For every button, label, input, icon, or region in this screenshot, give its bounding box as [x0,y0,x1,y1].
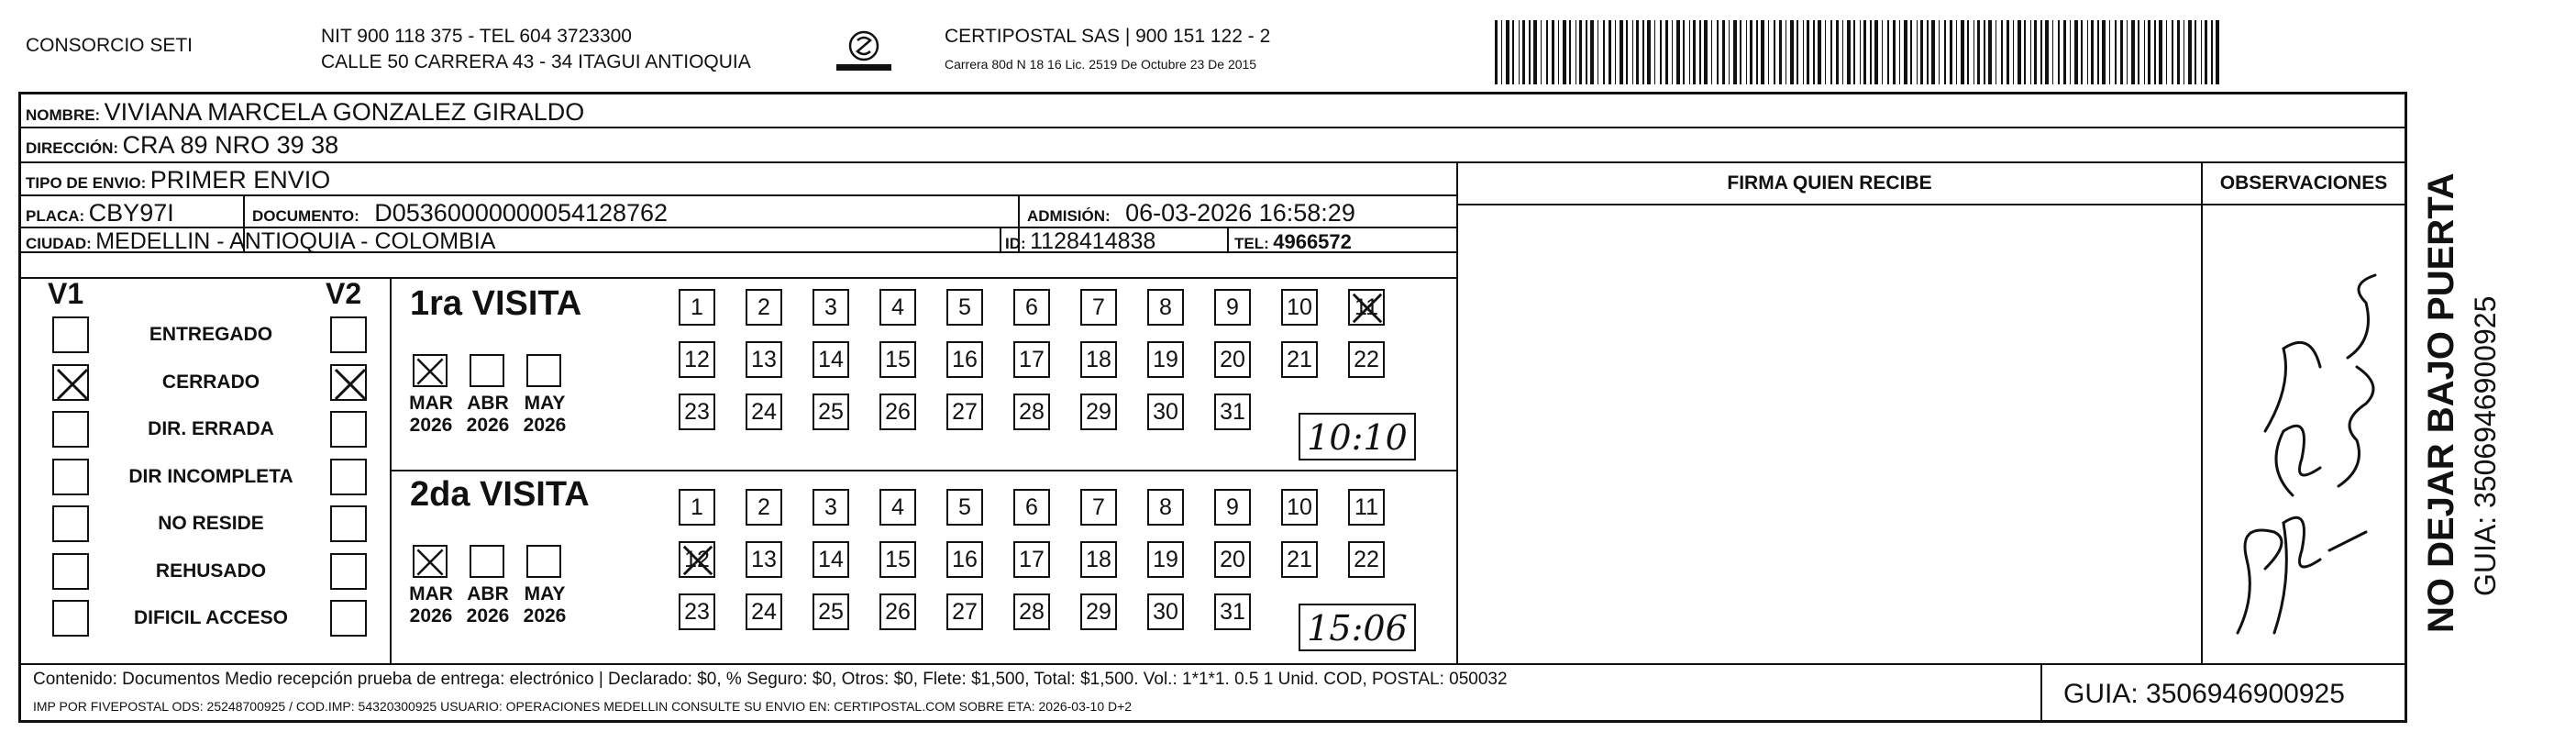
divider [18,194,1458,196]
day-box[interactable]: 19 [1147,541,1184,578]
divider [1458,204,2407,205]
v2-checkbox[interactable] [330,505,367,542]
month-checkbox[interactable] [526,354,561,387]
id-value: 1128414838 [1030,228,1156,254]
v2-checkbox[interactable] [330,553,367,590]
divider [18,277,1458,279]
day-box[interactable]: 12 [679,341,715,378]
month-label: MAY 2026 [523,583,567,626]
placa-row [26,199,174,227]
divider [390,470,1458,471]
visit2-title: 2da VISITA [410,475,590,514]
ciudad-row [26,228,495,255]
tipo-label: TIPO DE ENVIO: [26,174,147,192]
v1-checkbox[interactable] [52,600,89,637]
nombre-row [26,98,584,127]
footer-print-info: IMP POR FIVEPOSTAL ODS: 25248700925 / COD.IMP: 54320300925 USUARIO: OPERACIONES MEDELLIN CONSULTE SU ENVIO EN: CERTIPOSTAL.COM SOBRE ETA: 2026-03-10 D+2 [33,699,1133,714]
placa-label: PLACA: [26,207,85,225]
month-checkbox[interactable] [470,545,504,578]
v1-checkbox[interactable] [52,459,89,495]
month-checkbox[interactable] [413,545,448,578]
v1-checkbox[interactable] [52,316,89,353]
day-box[interactable]: 4 [879,289,916,326]
divider [18,127,2407,128]
v2-checkbox[interactable] [330,459,367,495]
day-box[interactable]: 10 [1281,489,1318,526]
day-box[interactable]: 26 [879,394,916,430]
id-label: ID: [1005,235,1026,252]
documento-label: DOCUMENTO: [252,207,359,225]
nombre-label: NOMBRE: [26,106,101,124]
divider [2405,92,2407,723]
observaciones-header: OBSERVACIONES [2219,172,2388,194]
day-box[interactable]: 19 [1147,341,1184,378]
status-label: CERRADO [161,371,260,393]
day-box[interactable]: 2 [746,489,782,526]
day-box[interactable]: 6 [1013,289,1050,326]
day-box[interactable]: 10 [1281,289,1318,326]
day-box[interactable]: 21 [1281,341,1318,378]
day-box[interactable]: 8 [1147,489,1184,526]
firma-header: FIRMA QUIEN RECIBE [1727,172,1932,194]
day-box[interactable]: 21 [1281,541,1318,578]
day-box[interactable]: 3 [813,289,849,326]
nombre-value: VIVIANA MARCELA GONZALEZ GIRALDO [104,98,585,126]
month-label: MAY 2026 [523,393,567,436]
day-box[interactable]: 27 [946,593,983,630]
status-label: DIR INCOMPLETA [128,466,293,487]
day-box[interactable]: 20 [1214,541,1251,578]
day-box[interactable]: 5 [946,289,983,326]
day-box[interactable]: 5 [946,489,983,526]
month-label: MAR 2026 [409,393,453,436]
v1-checkbox[interactable] [52,364,89,401]
status-label: NO RESIDE [158,513,264,534]
footer-content: Contenido: Documentos Medio recepción prueba de entrega: electrónico | Declarado: $0, % Seguro: $0, Otros: $0, Flete: $1,500, Total: $1,500. Vol.: 1*1*1. 0.5 1 Unid. COD, POSTAL: 050032 [33,670,1508,689]
tel-label: TEL: [1234,235,1269,252]
company-name: CONSORCIO SETI [26,35,193,56]
day-box[interactable]: 20 [1214,341,1251,378]
day-box[interactable]: 15 [879,341,916,378]
v1-header: V1 [48,277,84,310]
day-box[interactable]: 17 [1013,541,1050,578]
nit-line: NIT 900 118 375 - TEL 604 3723300 [321,26,632,47]
v2-checkbox[interactable] [330,316,367,353]
status-label: DIR. ERRADA [148,418,274,439]
direccion-label: DIRECCIÓN: [26,139,119,157]
v1-checkbox[interactable] [52,553,89,590]
day-box[interactable]: 15 [879,541,916,578]
month-label: ABR 2026 [466,393,510,436]
month-checkbox[interactable] [526,545,561,578]
day-box[interactable]: 14 [813,541,849,578]
day-box[interactable]: 23 [679,593,715,630]
day-box[interactable]: 25 [813,394,849,430]
day-box[interactable]: 12 [679,541,715,578]
handwritten-signature [2210,248,2403,651]
ciudad-value: MEDELLIN - ANTIOQUIA - COLOMBIA [95,228,496,254]
day-box[interactable]: 25 [813,593,849,630]
day-box[interactable]: 24 [746,394,782,430]
day-box[interactable]: 24 [746,593,782,630]
admision-row [1027,199,1355,227]
day-box[interactable]: 18 [1080,341,1117,378]
v2-checkbox[interactable] [330,364,367,401]
divider [18,663,2407,665]
day-box[interactable]: 11 [1348,489,1385,526]
status-label: REHUSADO [155,560,267,582]
visit1-title: 1ra VISITA [410,284,582,323]
divider [1227,227,1229,251]
divider [2040,663,2042,723]
tipo-row [26,166,330,194]
visit1-time: 10:10 [1299,413,1416,460]
day-box[interactable]: 1 [679,289,715,326]
barcode [1495,20,2228,84]
side-guia: GUIA: 3506946900925 [2469,295,2502,596]
day-box[interactable]: 7 [1080,289,1117,326]
day-box[interactable]: 31 [1214,394,1251,430]
admision-value: 06-03-2026 16:58:29 [1125,199,1355,227]
status-label: ENTREGADO [149,324,273,345]
divider [1000,227,1001,251]
license-line: Carrera 80d N 18 16 Lic. 2519 De Octubre 23 De 2015 [945,57,1257,72]
day-box[interactable]: 28 [1013,394,1050,430]
day-box[interactable]: 30 [1147,394,1184,430]
month-label: MAR 2026 [409,583,453,626]
day-box[interactable]: 29 [1080,593,1117,630]
day-box[interactable]: 2 [746,289,782,326]
v2-checkbox[interactable] [330,600,367,637]
day-box[interactable]: 9 [1214,489,1251,526]
day-box[interactable]: 11 [1348,289,1385,326]
footer-guia: GUIA: 3506946900925 [2063,679,2345,709]
day-box[interactable]: 6 [1013,489,1050,526]
month-label: ABR 2026 [466,583,510,626]
v2-checkbox[interactable] [330,411,367,448]
day-box[interactable]: 30 [1147,593,1184,630]
ciudad-label: CIUDAD: [26,235,92,252]
day-box[interactable]: 13 [746,541,782,578]
documento-value: D05360000000054128762 [374,199,669,227]
day-box[interactable]: 29 [1080,394,1117,430]
divider [2201,161,2203,663]
day-box[interactable]: 4 [879,489,916,526]
divider [1456,161,1458,663]
direccion-row [26,131,338,160]
carrier-line: CERTIPOSTAL SAS | 900 151 122 - 2 [945,26,1271,47]
v2-header: V2 [326,277,362,310]
visit2-time: 15:06 [1299,604,1416,651]
documento-row [252,199,668,227]
placa-value: CBY97I [88,199,174,227]
v1-checkbox[interactable] [52,505,89,542]
address-line: CALLE 50 CARRERA 43 - 34 ITAGUI ANTIOQUIA [321,51,751,72]
divider [390,277,392,663]
day-box[interactable]: 26 [879,593,916,630]
status-label: DIFICIL ACCESO [133,607,288,628]
side-warning: NO DEJAR BAJO PUERTA [2421,172,2461,633]
tel-value: 4966572 [1273,230,1352,253]
certipostal-logo [827,28,901,75]
day-box[interactable]: 16 [946,341,983,378]
tipo-value: PRIMER ENVIO [149,166,331,194]
day-box[interactable]: 17 [1013,341,1050,378]
day-box[interactable]: 8 [1147,289,1184,326]
divider [18,161,2407,163]
day-box[interactable]: 23 [679,394,715,430]
day-box[interactable]: 1 [679,489,715,526]
admision-label: ADMISIÓN: [1027,207,1111,225]
direccion-value: CRA 89 NRO 39 38 [122,131,339,159]
day-box[interactable]: 22 [1348,341,1385,378]
v1-checkbox[interactable] [52,411,89,448]
day-box[interactable]: 28 [1013,593,1050,630]
day-box[interactable]: 9 [1214,289,1251,326]
day-box[interactable]: 16 [946,541,983,578]
day-box[interactable]: 7 [1080,489,1117,526]
day-box[interactable]: 18 [1080,541,1117,578]
month-checkbox[interactable] [470,354,504,387]
day-box[interactable]: 13 [746,341,782,378]
day-box[interactable]: 31 [1214,593,1251,630]
id-row [1005,228,1155,255]
day-box[interactable]: 3 [813,489,849,526]
day-box[interactable]: 27 [946,394,983,430]
tel-row [1234,230,1352,254]
month-checkbox[interactable] [413,354,448,387]
day-box[interactable]: 14 [813,341,849,378]
day-box[interactable]: 22 [1348,541,1385,578]
